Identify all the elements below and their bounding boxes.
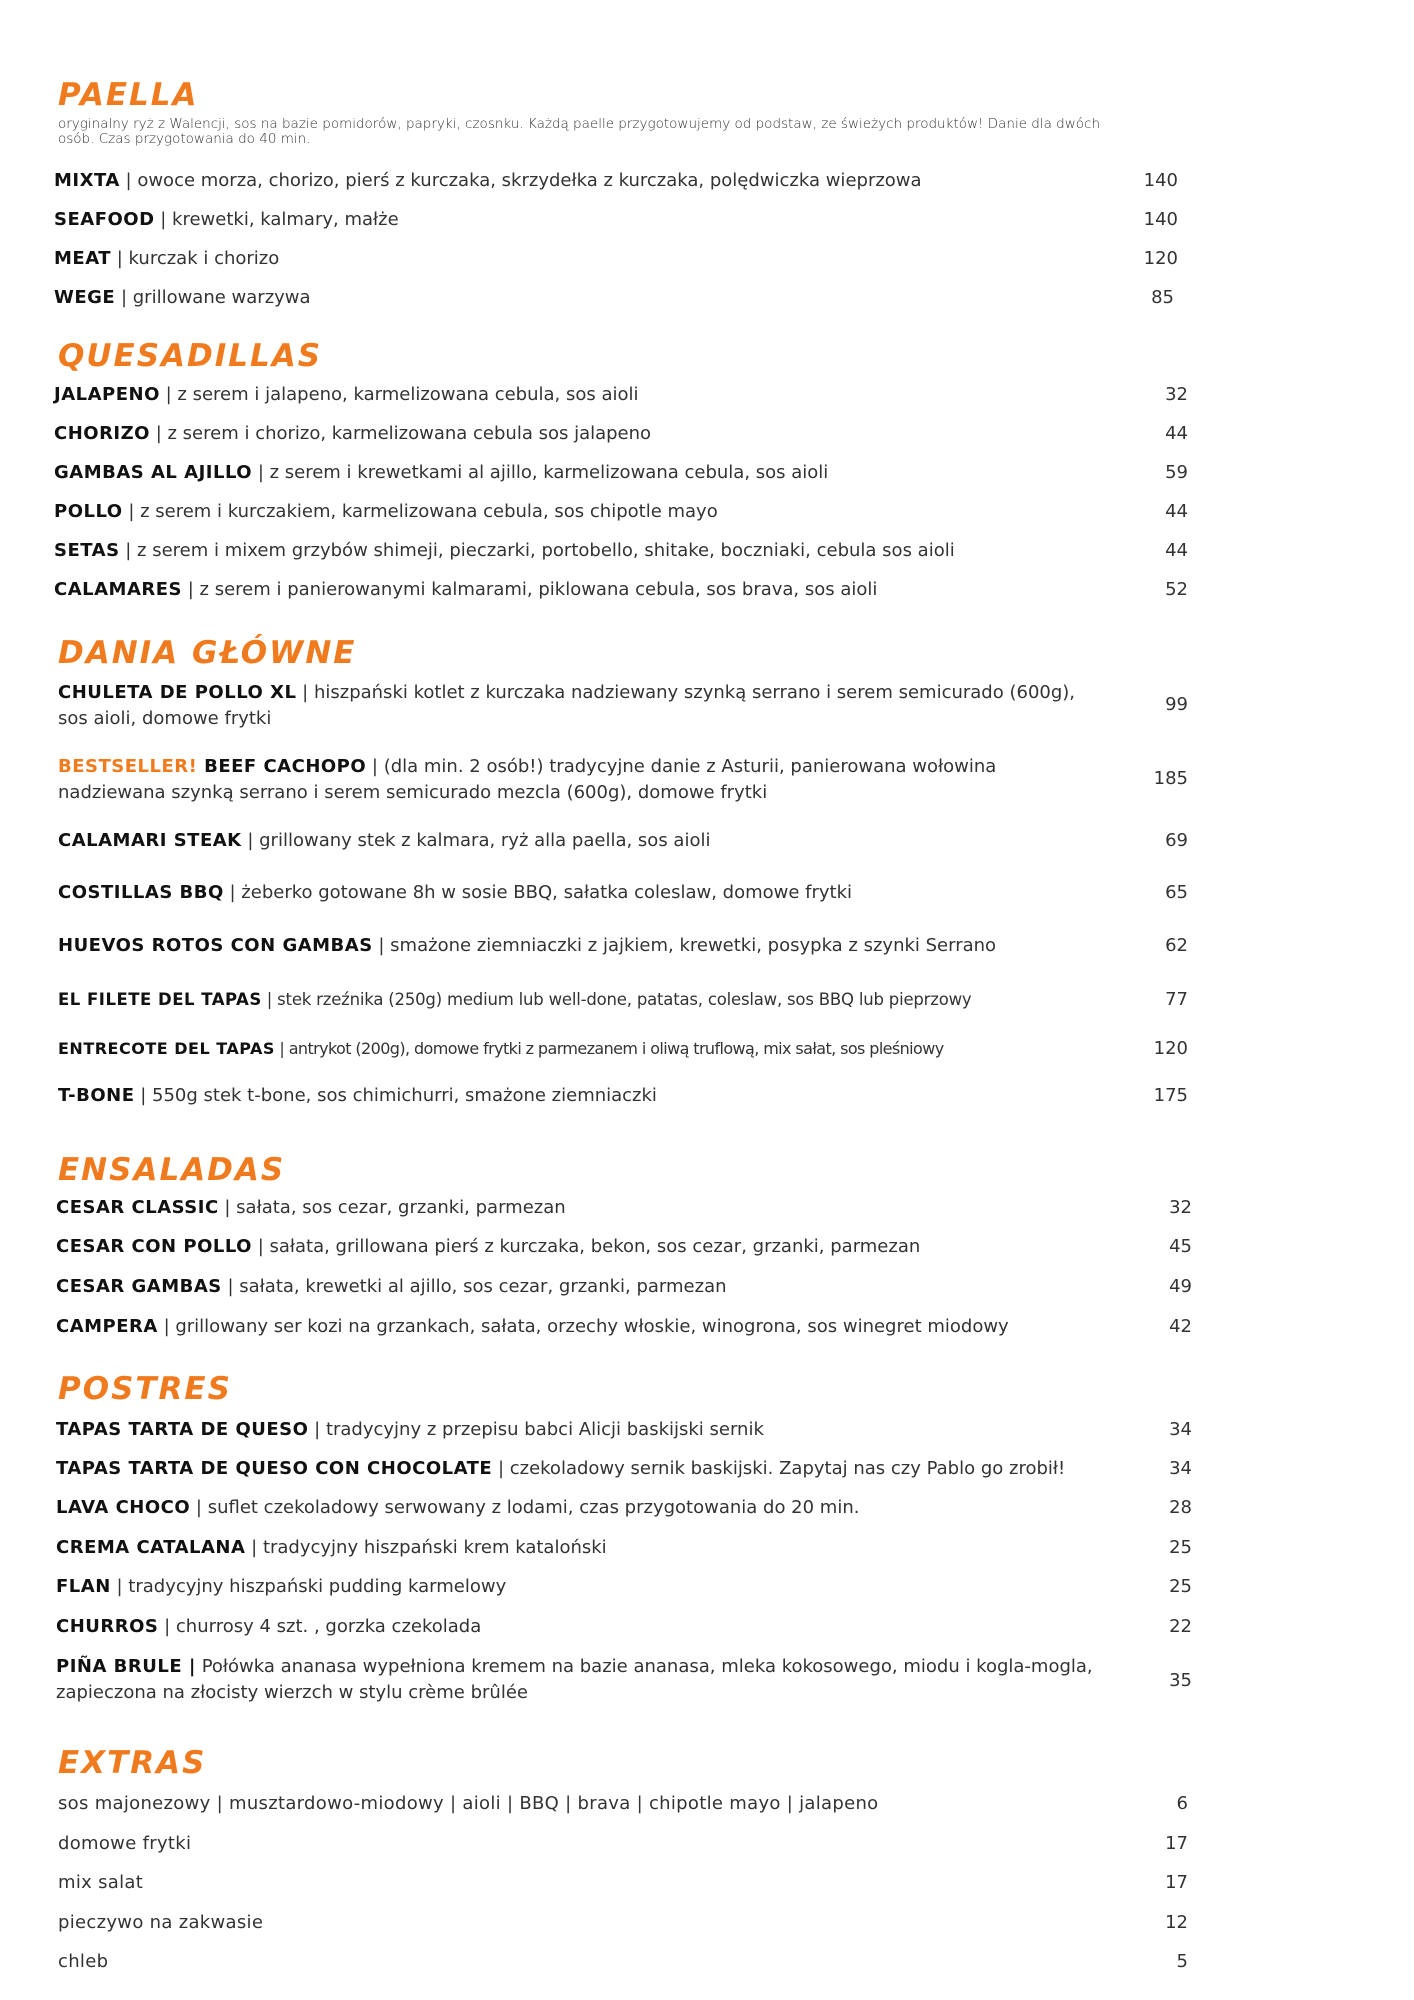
extra-price: 17 — [1165, 1872, 1188, 1893]
item-price: 99 — [1165, 694, 1188, 715]
item-name: TAPAS TARTA DE QUESO — [56, 1419, 309, 1440]
item-name: CAMPERA — [56, 1316, 158, 1337]
item-desc: | suflet czekoladowy serwowany z lodami, czas przygotowania do 20 min. — [190, 1497, 860, 1518]
item-name: GAMBAS AL AJILLO — [54, 462, 253, 483]
section-intro: oryginalny ryż z Walencji, sos na bazie pomidorów, papryki, czosnku. Każdą paelle przygotowujemy od podstaw, ze świeżych produktów! Danie dla dwóch osób. Czas przygotowania do 40 min. — [58, 116, 1101, 147]
section-title: DANIA GŁÓWNE — [58, 635, 357, 671]
extra-price: 12 — [1165, 1912, 1188, 1933]
item-desc: | tradycyjny z przepisu babci Alicji baskijski sernik — [308, 1419, 764, 1440]
item-price: 140 — [1143, 209, 1178, 230]
item-desc: | z serem i krewetkami al ajillo, karmelizowana cebula, sos aioli — [252, 462, 829, 483]
item-desc: | krewetki, kalmary, małże — [154, 209, 399, 230]
item-desc: | grillowany stek z kalmara, ryż alla paella, sos aioli — [241, 830, 711, 851]
item-name: WEGE — [54, 287, 116, 308]
extra-label: mix salat — [58, 1872, 144, 1893]
item-price: 44 — [1165, 423, 1188, 444]
item-price: 77 — [1165, 989, 1188, 1010]
extra-price: 5 — [1176, 1951, 1188, 1972]
item-desc: | czekoladowy sernik baskijski. Zapytaj nas czy Pablo go zrobił! — [492, 1458, 1066, 1479]
item-name: CHURROS — [56, 1616, 159, 1637]
item-desc: | z serem i panierowanymi kalmarami, piklowana cebula, sos brava, sos aioli — [182, 579, 878, 600]
item-desc: | grillowane warzywa — [115, 287, 311, 308]
item-desc: | sałata, grillowana pierś z kurczaka, bekon, sos cezar, grzanki, parmezan — [251, 1236, 921, 1257]
extra-label: sos majonezowy | musztardowo-miodowy | aioli | BBQ | brava | chipotle mayo | jalapeno — [58, 1793, 879, 1814]
item-price: 32 — [1169, 1197, 1192, 1218]
item-price: 175 — [1153, 1085, 1188, 1106]
item-price: 185 — [1153, 768, 1188, 789]
item-desc: | tradycyjny hiszpański pudding karmelowy — [110, 1576, 507, 1597]
item-desc: | z serem i mixem grzybów shimeji, pieczarki, portobello, shitake, boczniaki, cebula sos aioli — [119, 540, 955, 561]
extra-label: chleb — [58, 1951, 109, 1972]
item-price: 44 — [1165, 540, 1188, 561]
section-title: EXTRAS — [58, 1745, 207, 1781]
item-desc: Połówka ananasa wypełniona kremem na bazie ananasa, mleka kokosowego, miodu i kogla-mogla, zapieczona na złocisty wierzch w stylu crème brûlée — [56, 1656, 1093, 1703]
item-price: 120 — [1153, 1038, 1188, 1059]
item-name: PIÑA BRULE | — [56, 1656, 196, 1677]
item-price: 45 — [1169, 1236, 1192, 1257]
item-name: BEEF CACHOPO — [204, 756, 367, 777]
item-price: 25 — [1169, 1537, 1192, 1558]
item-price: 85 — [1151, 287, 1174, 308]
item-desc: | antrykot (200g), domowe frytki z parmezanem i oliwą truflową, mix sałat, sos pleśniowy — [274, 1039, 944, 1058]
item-price: 69 — [1165, 830, 1188, 851]
section-title: ENSALADAS — [58, 1152, 286, 1188]
item-desc: | owoce morza, chorizo, pierś z kurczaka, skrzydełka z kurczaka, polędwiczka wieprzowa — [119, 170, 922, 191]
item-price: 34 — [1169, 1458, 1192, 1479]
item-name: CREMA CATALANA — [56, 1537, 246, 1558]
item-desc: | z serem i chorizo, karmelizowana cebula sos jalapeno — [150, 423, 652, 444]
item-name: CESAR GAMBAS — [56, 1276, 222, 1297]
item-desc: | z serem i kurczakiem, karmelizowana cebula, sos chipotle mayo — [122, 501, 718, 522]
item-name: CALAMARES — [54, 579, 183, 600]
item-desc: | grillowany ser kozi na grzankach, sałata, orzechy włoskie, winogrona, sos winegret miodowy — [157, 1316, 1009, 1337]
item-price: 140 — [1143, 170, 1178, 191]
item-price: 28 — [1169, 1497, 1192, 1518]
item-price: 25 — [1169, 1576, 1192, 1597]
item-name: CESAR CON POLLO — [56, 1236, 252, 1257]
item-name: HUEVOS ROTOS CON GAMBAS — [58, 935, 373, 956]
extra-price: 6 — [1176, 1793, 1188, 1814]
item-desc: | kurczak i chorizo — [111, 248, 280, 269]
extra-label: pieczywo na zakwasie — [58, 1912, 264, 1933]
item-desc: | hiszpański kotlet z kurczaka nadziewany szynką serrano i serem semicurado (600g), sos aioli, domowe frytki — [58, 682, 1076, 729]
item-name: CHULETA DE POLLO XL — [58, 682, 297, 703]
extra-label: domowe frytki — [58, 1833, 192, 1854]
item-name: JALAPENO — [54, 384, 160, 405]
item-desc: | stek rzeźnika (250g) medium lub well-done, patatas, coleslaw, sos BBQ lub pieprzowy — [261, 990, 972, 1009]
item-price: 120 — [1143, 248, 1178, 269]
item-desc: | żeberko gotowane 8h w sosie BBQ, sałatka coleslaw, domowe frytki — [223, 882, 853, 903]
item-name: MIXTA — [54, 170, 120, 191]
item-desc: | tradycyjny hiszpański krem kataloński — [245, 1537, 607, 1558]
item-desc: | (dla min. 2 osób!) tradycyjne danie z Asturii, panierowana wołowina nadziewana szynką serrano i serem semicurado mezcla (600g), domowe frytki — [58, 756, 997, 803]
item-price: 62 — [1165, 935, 1188, 956]
item-name: EL FILETE DEL TAPAS — [58, 990, 262, 1009]
extra-price: 17 — [1165, 1833, 1188, 1854]
item-name: ENTRECOTE DEL TAPAS — [58, 1039, 275, 1058]
item-desc: | 550g stek t-bone, sos chimichurri, smażone ziemniaczki — [134, 1085, 657, 1106]
item-name: CESAR CLASSIC — [56, 1197, 219, 1218]
item-name: COSTILLAS BBQ — [58, 882, 224, 903]
item-price: 49 — [1169, 1276, 1192, 1297]
item-price: 52 — [1165, 579, 1188, 600]
section-title: POSTRES — [58, 1371, 232, 1407]
item-name: SETAS — [54, 540, 120, 561]
item-name: T-BONE — [58, 1085, 135, 1106]
bestseller-badge: BESTSELLER! — [58, 756, 205, 777]
item-price: 44 — [1165, 501, 1188, 522]
item-name: SEAFOOD — [54, 209, 155, 230]
item-name: FLAN — [56, 1576, 111, 1597]
section-title: QUESADILLAS — [58, 338, 323, 374]
item-desc: | sałata, sos cezar, grzanki, parmezan — [218, 1197, 566, 1218]
item-desc: | churrosy 4 szt. , gorzka czekolada — [158, 1616, 482, 1637]
item-desc: | smażone ziemniaczki z jajkiem, krewetki, posypka z szynki Serrano — [372, 935, 997, 956]
item-price: 32 — [1165, 384, 1188, 405]
item-price: 59 — [1165, 462, 1188, 483]
item-name: TAPAS TARTA DE QUESO CON CHOCOLATE — [56, 1458, 493, 1479]
item-price: 42 — [1169, 1316, 1192, 1337]
item-price: 34 — [1169, 1419, 1192, 1440]
item-name: POLLO — [54, 501, 123, 522]
item-name: CHORIZO — [54, 423, 150, 444]
item-desc: | sałata, krewetki al ajillo, sos cezar, grzanki, parmezan — [221, 1276, 727, 1297]
item-price: 22 — [1169, 1616, 1192, 1637]
section-title: PAELLA — [58, 77, 199, 113]
item-name: CALAMARI STEAK — [58, 830, 242, 851]
item-name: LAVA CHOCO — [56, 1497, 191, 1518]
item-desc: | z serem i jalapeno, karmelizowana cebula, sos aioli — [159, 384, 639, 405]
item-price: 35 — [1169, 1670, 1192, 1691]
item-price: 65 — [1165, 882, 1188, 903]
item-name: MEAT — [54, 248, 112, 269]
